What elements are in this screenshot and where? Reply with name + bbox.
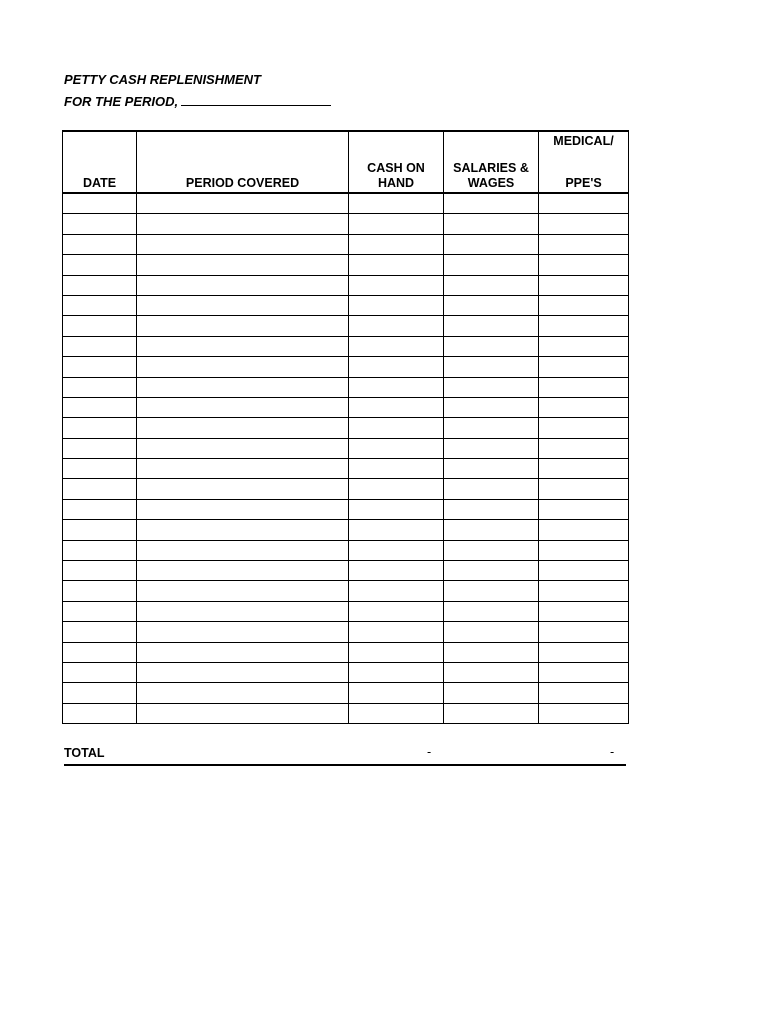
cell-period-covered[interactable] bbox=[137, 234, 349, 254]
cell-cash-on-hand[interactable] bbox=[349, 255, 444, 275]
cell-medical-ppes[interactable] bbox=[539, 438, 629, 458]
cell-medical-ppes[interactable] bbox=[539, 397, 629, 417]
cell-cash-on-hand[interactable] bbox=[349, 234, 444, 254]
cell-medical-ppes[interactable] bbox=[539, 377, 629, 397]
cell-period-covered[interactable] bbox=[137, 214, 349, 234]
table-row bbox=[63, 255, 629, 275]
cell-medical-ppes[interactable] bbox=[539, 683, 629, 703]
cell-period-covered[interactable] bbox=[137, 418, 349, 438]
cell-period-covered[interactable] bbox=[137, 581, 349, 601]
cell-salaries-wages[interactable] bbox=[444, 499, 539, 519]
cell-date[interactable] bbox=[63, 561, 137, 581]
cell-period-covered[interactable] bbox=[137, 540, 349, 560]
cell-salaries-wages[interactable] bbox=[444, 357, 539, 377]
cell-period-covered[interactable] bbox=[137, 357, 349, 377]
cell-medical-ppes[interactable] bbox=[539, 357, 629, 377]
cell-period-covered[interactable] bbox=[137, 275, 349, 295]
header-salaries-wages: SALARIES & WAGES bbox=[444, 131, 539, 193]
table-row bbox=[63, 397, 629, 417]
cell-cash-on-hand[interactable] bbox=[349, 418, 444, 438]
table-row bbox=[63, 683, 629, 703]
cell-salaries-wages[interactable] bbox=[444, 275, 539, 295]
table-row bbox=[63, 642, 629, 662]
cell-period-covered[interactable] bbox=[137, 683, 349, 703]
cell-period-covered[interactable] bbox=[137, 193, 349, 214]
cell-period-covered[interactable] bbox=[137, 642, 349, 662]
cell-date[interactable] bbox=[63, 316, 137, 336]
cell-cash-on-hand[interactable] bbox=[349, 499, 444, 519]
cell-period-covered[interactable] bbox=[137, 255, 349, 275]
table-row bbox=[63, 357, 629, 377]
cell-medical-ppes[interactable] bbox=[539, 214, 629, 234]
cell-date[interactable] bbox=[63, 520, 137, 540]
cell-date[interactable] bbox=[63, 662, 137, 682]
cell-date[interactable] bbox=[63, 438, 137, 458]
cell-date[interactable] bbox=[63, 601, 137, 621]
cell-date[interactable] bbox=[63, 540, 137, 560]
cell-medical-ppes[interactable] bbox=[539, 622, 629, 642]
cell-cash-on-hand[interactable] bbox=[349, 520, 444, 540]
cell-medical-ppes[interactable] bbox=[539, 540, 629, 560]
cell-cash-on-hand[interactable] bbox=[349, 275, 444, 295]
cell-date[interactable] bbox=[63, 255, 137, 275]
cell-medical-ppes[interactable] bbox=[539, 642, 629, 662]
cell-cash-on-hand[interactable] bbox=[349, 642, 444, 662]
cell-period-covered[interactable] bbox=[137, 336, 349, 356]
table-row bbox=[63, 581, 629, 601]
cell-salaries-wages[interactable] bbox=[444, 479, 539, 499]
cell-date[interactable] bbox=[63, 581, 137, 601]
cell-date[interactable] bbox=[63, 622, 137, 642]
cell-salaries-wages[interactable] bbox=[444, 234, 539, 254]
period-label: FOR THE PERIOD, bbox=[64, 94, 179, 109]
table-row bbox=[63, 459, 629, 479]
table-row bbox=[63, 234, 629, 254]
cell-cash-on-hand[interactable] bbox=[349, 683, 444, 703]
cell-period-covered[interactable] bbox=[137, 316, 349, 336]
document-title: PETTY CASH REPLENISHMENT bbox=[64, 72, 261, 87]
cell-period-covered[interactable] bbox=[137, 520, 349, 540]
cell-medical-ppes[interactable] bbox=[539, 459, 629, 479]
header-cash-on-hand: CASH ON HAND bbox=[349, 131, 444, 193]
cell-date[interactable] bbox=[63, 479, 137, 499]
cell-period-covered[interactable] bbox=[137, 601, 349, 621]
cell-period-covered[interactable] bbox=[137, 479, 349, 499]
cell-cash-on-hand[interactable] bbox=[349, 540, 444, 560]
cell-date[interactable] bbox=[63, 357, 137, 377]
cell-salaries-wages[interactable] bbox=[444, 540, 539, 560]
cell-date[interactable] bbox=[63, 499, 137, 519]
table-row bbox=[63, 479, 629, 499]
cell-period-covered[interactable] bbox=[137, 703, 349, 723]
cell-date[interactable] bbox=[63, 397, 137, 417]
cell-cash-on-hand[interactable] bbox=[349, 703, 444, 723]
table-row bbox=[63, 336, 629, 356]
cell-cash-on-hand[interactable] bbox=[349, 357, 444, 377]
table-row bbox=[63, 275, 629, 295]
cell-date[interactable] bbox=[63, 214, 137, 234]
cell-salaries-wages[interactable] bbox=[444, 438, 539, 458]
cell-date[interactable] bbox=[63, 295, 137, 315]
cell-medical-ppes[interactable] bbox=[539, 703, 629, 723]
table-row bbox=[63, 561, 629, 581]
table-row bbox=[63, 214, 629, 234]
cell-date[interactable] bbox=[63, 275, 137, 295]
cell-date[interactable] bbox=[63, 459, 137, 479]
table-row bbox=[63, 622, 629, 642]
cell-salaries-wages[interactable] bbox=[444, 397, 539, 417]
cell-medical-ppes[interactable] bbox=[539, 581, 629, 601]
cell-date[interactable] bbox=[63, 336, 137, 356]
table-header-row bbox=[63, 131, 629, 193]
cell-cash-on-hand[interactable] bbox=[349, 438, 444, 458]
cell-salaries-wages[interactable] bbox=[444, 662, 539, 682]
cell-cash-on-hand[interactable] bbox=[349, 377, 444, 397]
cell-cash-on-hand[interactable] bbox=[349, 214, 444, 234]
cell-cash-on-hand[interactable] bbox=[349, 295, 444, 315]
cell-period-covered[interactable] bbox=[137, 377, 349, 397]
table-row bbox=[63, 601, 629, 621]
cell-medical-ppes[interactable] bbox=[539, 295, 629, 315]
period-blank-field[interactable] bbox=[181, 92, 331, 106]
cell-medical-ppes[interactable] bbox=[539, 234, 629, 254]
cell-salaries-wages[interactable] bbox=[444, 295, 539, 315]
cell-medical-ppes[interactable] bbox=[539, 418, 629, 438]
cell-medical-ppes[interactable] bbox=[539, 662, 629, 682]
header-date: DATE bbox=[63, 131, 137, 193]
cell-date[interactable] bbox=[63, 377, 137, 397]
cell-period-covered[interactable] bbox=[137, 561, 349, 581]
period-line bbox=[64, 92, 331, 109]
cell-period-covered[interactable] bbox=[137, 622, 349, 642]
cell-salaries-wages[interactable] bbox=[444, 520, 539, 540]
cell-salaries-wages[interactable] bbox=[444, 193, 539, 214]
cell-salaries-wages[interactable] bbox=[444, 459, 539, 479]
cell-cash-on-hand[interactable] bbox=[349, 479, 444, 499]
table-row bbox=[63, 316, 629, 336]
cell-medical-ppes[interactable] bbox=[539, 561, 629, 581]
cell-medical-ppes[interactable] bbox=[539, 336, 629, 356]
cell-salaries-wages[interactable] bbox=[444, 601, 539, 621]
total-row bbox=[64, 744, 626, 766]
table-row bbox=[63, 499, 629, 519]
cell-medical-ppes[interactable] bbox=[539, 275, 629, 295]
petty-cash-table bbox=[62, 130, 629, 724]
cell-period-covered[interactable] bbox=[137, 397, 349, 417]
table-body bbox=[63, 193, 629, 724]
table-row bbox=[63, 377, 629, 397]
cell-date[interactable] bbox=[63, 703, 137, 723]
cell-medical-ppes[interactable] bbox=[539, 520, 629, 540]
cell-period-covered[interactable] bbox=[137, 499, 349, 519]
cell-salaries-wages[interactable] bbox=[444, 622, 539, 642]
cell-period-covered[interactable] bbox=[137, 662, 349, 682]
cell-salaries-wages[interactable] bbox=[444, 418, 539, 438]
cell-date[interactable] bbox=[63, 234, 137, 254]
cell-salaries-wages[interactable] bbox=[444, 642, 539, 662]
cell-medical-ppes[interactable] bbox=[539, 193, 629, 214]
total-cash-on-hand: - bbox=[427, 745, 432, 759]
cell-salaries-wages[interactable] bbox=[444, 316, 539, 336]
cell-salaries-wages[interactable] bbox=[444, 703, 539, 723]
header-medical-ppes: MEDICAL/ PPE'S bbox=[539, 131, 629, 193]
cell-cash-on-hand[interactable] bbox=[349, 397, 444, 417]
cell-medical-ppes[interactable] bbox=[539, 479, 629, 499]
cell-medical-ppes[interactable] bbox=[539, 601, 629, 621]
table-row bbox=[63, 193, 629, 214]
cell-cash-on-hand[interactable] bbox=[349, 622, 444, 642]
cell-cash-on-hand[interactable] bbox=[349, 662, 444, 682]
cell-cash-on-hand[interactable] bbox=[349, 316, 444, 336]
cell-period-covered[interactable] bbox=[137, 438, 349, 458]
cell-period-covered[interactable] bbox=[137, 459, 349, 479]
cell-salaries-wages[interactable] bbox=[444, 561, 539, 581]
total-label: TOTAL bbox=[64, 746, 105, 760]
table-row bbox=[63, 295, 629, 315]
cell-salaries-wages[interactable] bbox=[444, 214, 539, 234]
table-row bbox=[63, 662, 629, 682]
table-row bbox=[63, 520, 629, 540]
cell-medical-ppes[interactable] bbox=[539, 499, 629, 519]
cell-period-covered[interactable] bbox=[137, 295, 349, 315]
table-row bbox=[63, 703, 629, 723]
cell-cash-on-hand[interactable] bbox=[349, 193, 444, 214]
cell-cash-on-hand[interactable] bbox=[349, 459, 444, 479]
table-row bbox=[63, 418, 629, 438]
cell-date[interactable] bbox=[63, 418, 137, 438]
cell-cash-on-hand[interactable] bbox=[349, 581, 444, 601]
cell-cash-on-hand[interactable] bbox=[349, 561, 444, 581]
header-period-covered: PERIOD COVERED bbox=[137, 131, 349, 193]
table-row bbox=[63, 540, 629, 560]
table-row bbox=[63, 438, 629, 458]
cell-salaries-wages[interactable] bbox=[444, 683, 539, 703]
cell-medical-ppes[interactable] bbox=[539, 255, 629, 275]
cell-salaries-wages[interactable] bbox=[444, 581, 539, 601]
cell-salaries-wages[interactable] bbox=[444, 255, 539, 275]
cell-medical-ppes[interactable] bbox=[539, 316, 629, 336]
cell-date[interactable] bbox=[63, 683, 137, 703]
cell-date[interactable] bbox=[63, 642, 137, 662]
total-medical: - bbox=[610, 745, 615, 759]
cell-salaries-wages[interactable] bbox=[444, 377, 539, 397]
cell-date[interactable] bbox=[63, 193, 137, 214]
cell-salaries-wages[interactable] bbox=[444, 336, 539, 356]
cell-cash-on-hand[interactable] bbox=[349, 601, 444, 621]
cell-cash-on-hand[interactable] bbox=[349, 336, 444, 356]
